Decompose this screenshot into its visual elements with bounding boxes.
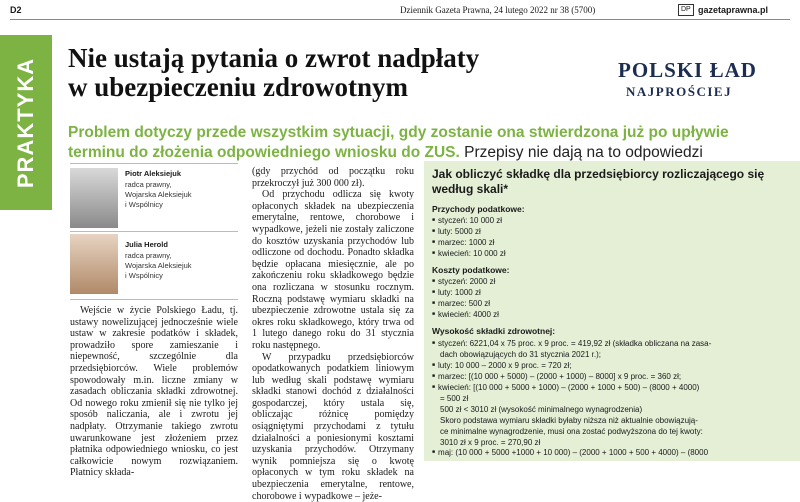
header-divider — [10, 19, 790, 20]
box-title: Jak obliczyć składkę dla przedsiębiorcy rozliczającego się według skali* — [432, 167, 772, 197]
contribution-item-cont: 3010 zł x 9 proc. = 270,90 zł — [440, 437, 540, 448]
contribution-item: ■ kwiecień: [(10 000 + 5000 + 1000) – (2000 + 1000 + 500) – (8000 + 4000) — [432, 382, 699, 393]
body-paragraph: Wejście w życie Polskiego Ładu, tj. ustawy nowelizującej jednocześnie wiele ustaw w zakresie podatków i składek, prowadziło spore zamieszanie i niepewność, szczególnie dla przedsiębiorców. Wiele problemów spowodowały m.in. liczne zmiany w zasadach obliczania składki zdrowotnej. Od nowego roku zmienił się nie tylko jej sposób naliczania, ale i zwrotu jej nadpłaty. Otrzymanie takiego zwrotu uwarunkowane jest złożeniem przez płatnika odpowiedniego wniosku, co jest całkowicie nowym rozwiązaniem. Płatnicy składa- — [70, 305, 238, 479]
author-photo-2 — [70, 234, 118, 294]
section-tab-label: PRAKTYKA — [13, 58, 39, 188]
lead-dark: Przepisy nie dają na to odpowiedzi — [460, 144, 703, 161]
publication-info: Dziennik Gazeta Prawna, 24 lutego 2022 nr 38 (5700) — [400, 5, 595, 15]
publication-box: DP — [678, 4, 694, 16]
author-role-2a: radca prawny, — [125, 251, 192, 261]
author-role-2c: i Wspólnicy — [125, 271, 192, 281]
lead-green: Problem dotyczy przede wszystkim sytuacji, gdy zostanie ona stwierdzona już po upływie terminu do złożenia odpowiedniego wniosku do ZUS. — [68, 124, 729, 161]
contribution-item-cont: ce minimalne wynagrodzenie, musi ona zostać podwyższona do tej kwoty: — [440, 426, 703, 437]
body-paragraph: W przypadku przedsiębiorców opodatkowanych podatkiem liniowym lub według skali podstawę wymiaru składki stanowi dochód z działalności gospodarczej, który ustala się, obliczając różnicę pomiędzy osiągniętymi przychodami z tytułu działalności a poniesionymi kosztami uzyskania przychodów. Otrzymany wynik pomniejsza się o kwotę opłaconych w tym roku składek na ubezpieczenia emerytalne, rentowe, chorobowe i wypadkowe – jeże- — [252, 352, 414, 502]
income-item: ■ marzec: 1000 zł — [432, 237, 495, 248]
author-role-2b: Wojarska Aleksiejuk — [125, 261, 192, 271]
income-item: ■ kwiecień: 10 000 zł — [432, 248, 506, 259]
author-role-1 — [125, 180, 192, 210]
contribution-item: ■ luty: 10 000 – 2000 x 9 proc. = 720 zł; — [432, 360, 572, 371]
income-item: ■ luty: 5000 zł — [432, 226, 481, 237]
body-column-1 — [70, 305, 238, 479]
cost-item: ■ marzec: 500 zł — [432, 298, 490, 309]
cost-item: ■ styczeń: 2000 zł — [432, 276, 495, 287]
author-role-1c: i Wspólnicy — [125, 200, 192, 210]
title-line-2: w ubezpieczeniu zdrowotnym — [68, 73, 479, 102]
site-link[interactable]: gazetaprawna.pl — [698, 5, 768, 15]
box-heading-contribution: Wysokość składki zdrowotnej: — [432, 326, 555, 336]
contribution-item-cont: = 500 zł — [440, 393, 468, 404]
cost-item: ■ luty: 1000 zł — [432, 287, 481, 298]
box-heading-costs: Koszty podatkowe: — [432, 265, 509, 275]
author-role-1a: radca prawny, — [125, 180, 192, 190]
author-role-2 — [125, 251, 192, 281]
income-item: ■ styczeń: 10 000 zł — [432, 215, 502, 226]
contribution-item-cont: dach obowiązujących do 31 stycznia 2021 r.); — [440, 349, 601, 360]
author-divider-top — [70, 163, 238, 164]
article-title — [68, 44, 479, 102]
contribution-item-cont: 500 zł < 3010 zł (wysokość minimalnego wynagrodzenia) — [440, 404, 642, 415]
author-divider-mid — [70, 231, 238, 232]
contribution-item: ■ marzec: [(10 000 + 5000) – (2000 + 1000) – 8000] x 9 proc. = 360 zł; — [432, 371, 681, 382]
box-heading-income: Przychody podatkowe: — [432, 204, 525, 214]
body-paragraph: Od przychodu odlicza się kwoty opłaconych składek na ubezpieczenia emerytalne, rentowe, chorobowe i wypadkowe, jeżeli nie zostały zaliczone do kosztów uzyskania przychodów lub odliczone od dochodu. Ponadto składka będzie opłacana miesięcznie, ale po zakończeniu roku składkowego będzie ona rozliczana w stosunku rocznym. Roczną podstawę wymiaru składki na ubezpieczenie zdrowotne ustala się za okres roku składkowego, który trwa od 1 lutego danego roku do 31 stycznia roku następnego. — [252, 189, 414, 351]
author-role-1b: Wojarska Aleksiejuk — [125, 190, 192, 200]
cost-item: ■ kwiecień: 4000 zł — [432, 309, 499, 320]
author-name-1: Piotr Aleksiejuk — [125, 169, 181, 178]
logo-top: POLSKI ŁAD — [618, 58, 757, 83]
article-lead — [68, 123, 788, 163]
contribution-item-cont: Skoro podstawa wymiaru składki byłaby niższa niż aktualnie obowiązują- — [440, 415, 698, 426]
contribution-item: ■ maj: (10 000 + 5000 +1000 + 10 000) – (2000 + 1000 + 500 + 4000) – (8000 — [432, 447, 708, 458]
body-paragraph: (gdy przychód od początku roku przekroczył już 300 000 zł). — [252, 166, 414, 189]
author-photo-1 — [70, 168, 118, 228]
section-tab — [0, 35, 52, 210]
title-line-1: Nie ustają pytania o zwrot nadpłaty — [68, 44, 479, 73]
author-name-2: Julia Herold — [125, 240, 168, 249]
section-code: D2 — [10, 5, 22, 15]
author-divider-bottom — [70, 299, 238, 300]
contribution-item: ■ styczeń: 6221,04 x 75 proc. x 9 proc. = 419,92 zł (składka obliczana na zasa- — [432, 338, 711, 349]
logo-bottom: NAJPROŚCIEJ — [626, 84, 732, 100]
